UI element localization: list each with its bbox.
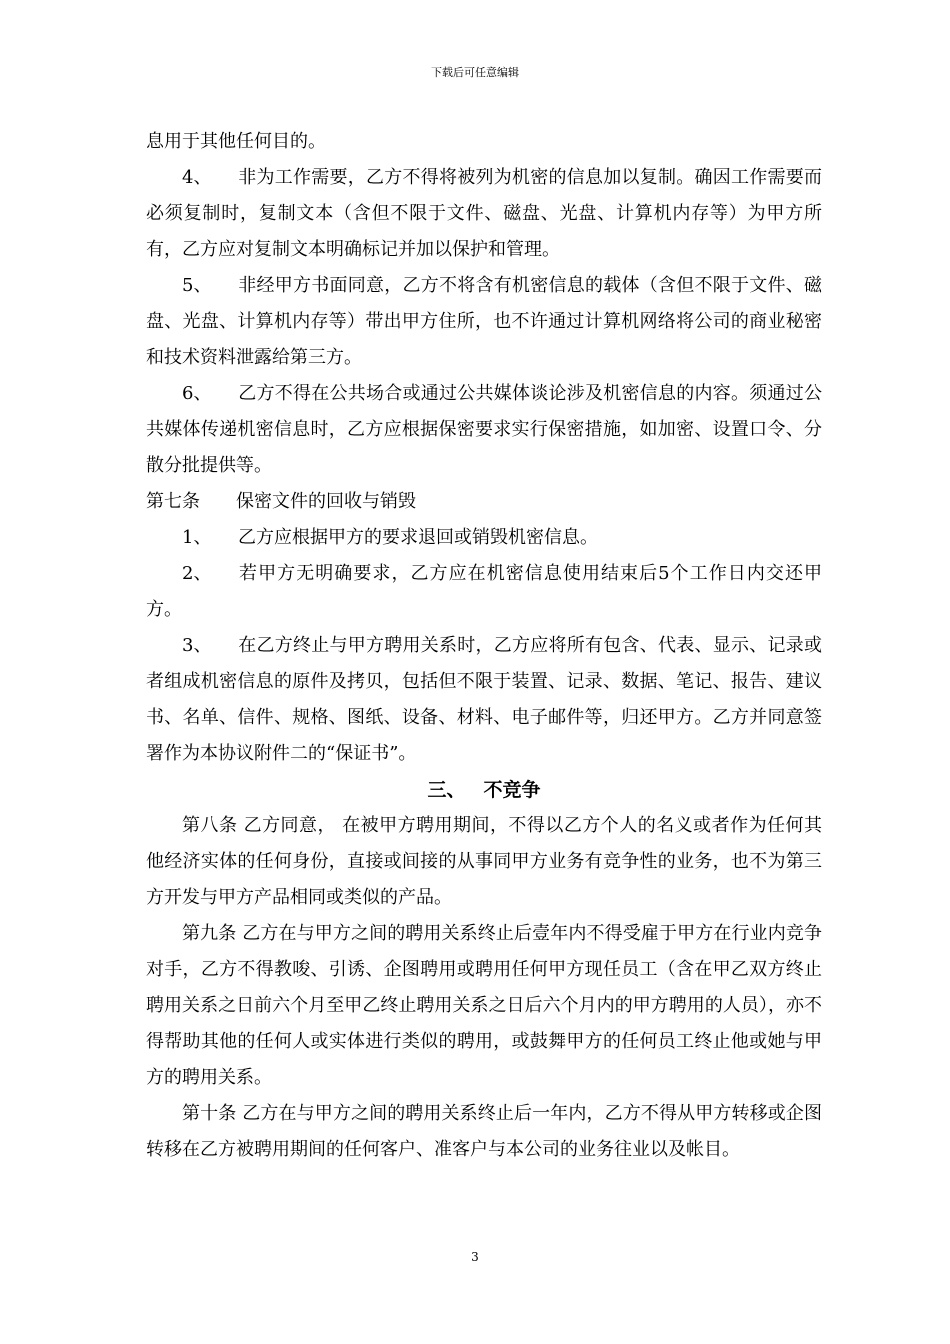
section-title: 不竞争 (483, 779, 541, 801)
clause-3 (146, 628, 822, 772)
clause-number: 2、 (182, 563, 212, 584)
section-3-heading (146, 772, 822, 808)
clause-number: 5、 (182, 275, 212, 296)
clause-6 (146, 376, 822, 484)
clause-number: 1、 (182, 527, 212, 548)
clause-2 (146, 556, 822, 628)
article-9: 第九条 乙方在与甲方之间的聘用关系终止后壹年内不得受雇于甲方在行业内竞争对手，乙方不得教唆、引诱、企图聘用或聘用任何甲方现任员工（含在甲乙双方终止聘用关系之日前六个月至甲乙终止聘用关系之日后六个月内的甲方聘用的人员），亦不得帮助其他的任何人或实体进行类似的聘用，或鼓舞甲方的任何员工终止他或她与甲方的聘用关系。 (146, 923, 822, 1088)
page-header: 下载后可任意编辑 (431, 66, 519, 79)
clause-1 (146, 520, 822, 556)
clause-text: 非为工作需要，乙方不得将被列为机密的信息加以复制。确因工作需要而必须复制时，复制文本（含但不限于文件、磁盘、光盘、计算机内存等）为甲方所有，乙方应对复制文本明确标记并加以保护和管理。 (146, 167, 822, 260)
page-number: 3 (471, 1250, 479, 1264)
clause-text: 非经甲方书面同意，乙方不将含有机密信息的载体（含但不限于文件、磁盘、光盘、计算机内存等）带出甲方住所，也不许通过计算机网络将公司的商业秘密和技术资料泄露给第三方。 (146, 275, 822, 368)
article-7-heading (146, 484, 822, 520)
clause-number: 6、 (182, 383, 212, 404)
clause-text: 乙方不得在公共场合或通过公共媒体谈论涉及机密信息的内容。须通过公共媒体传递机密信息时，乙方应根据保密要求实行保密措施，如加密、设置口令、分散分批提供等。 (146, 383, 822, 476)
clause-text: 乙方应根据甲方的要求退回或销毁机密信息。 (238, 527, 598, 548)
clause-number: 4、 (182, 167, 212, 188)
article-title: 保密文件的回收与销毁 (236, 491, 416, 512)
clause-number: 3、 (182, 635, 212, 656)
article-10: 第十条 乙方在与甲方之间的聘用关系终止后一年内，乙方不得从甲方转移或企图转移在乙方被聘用期间的任何客户、准客户与本公司的业务往业以及帐目。 (146, 1103, 822, 1160)
clause-5 (146, 268, 822, 376)
section-number: 三、 (427, 779, 466, 801)
paragraph-continuation: 息用于其他任何目的。 (146, 131, 326, 152)
clause-text: 在乙方终止与甲方聘用关系时，乙方应将所有包含、代表、显示、记录或者组成机密信息的原件及拷贝，包括但不限于装置、记录、数据、笔记、报告、建议书、名单、信件、规格、图纸、设备、材料、电子邮件等，归还甲方。乙方并同意签署作为本协议附件二的“保证书”。 (146, 635, 822, 764)
document-body (146, 124, 822, 1168)
clause-4 (146, 160, 822, 268)
clause-text: 若甲方无明确要求，乙方应在机密信息使用结束后5个工作日内交还甲方。 (146, 563, 822, 620)
article-label: 第七条 (146, 491, 200, 512)
article-8: 第八条 乙方同意， 在被甲方聘用期间，不得以乙方个人的名义或者作为任何其他经济实体的任何身份，直接或间接的从事同甲方业务有竞争性的业务，也不为第三方开发与甲方产品相同或类似的产品。 (146, 815, 822, 908)
